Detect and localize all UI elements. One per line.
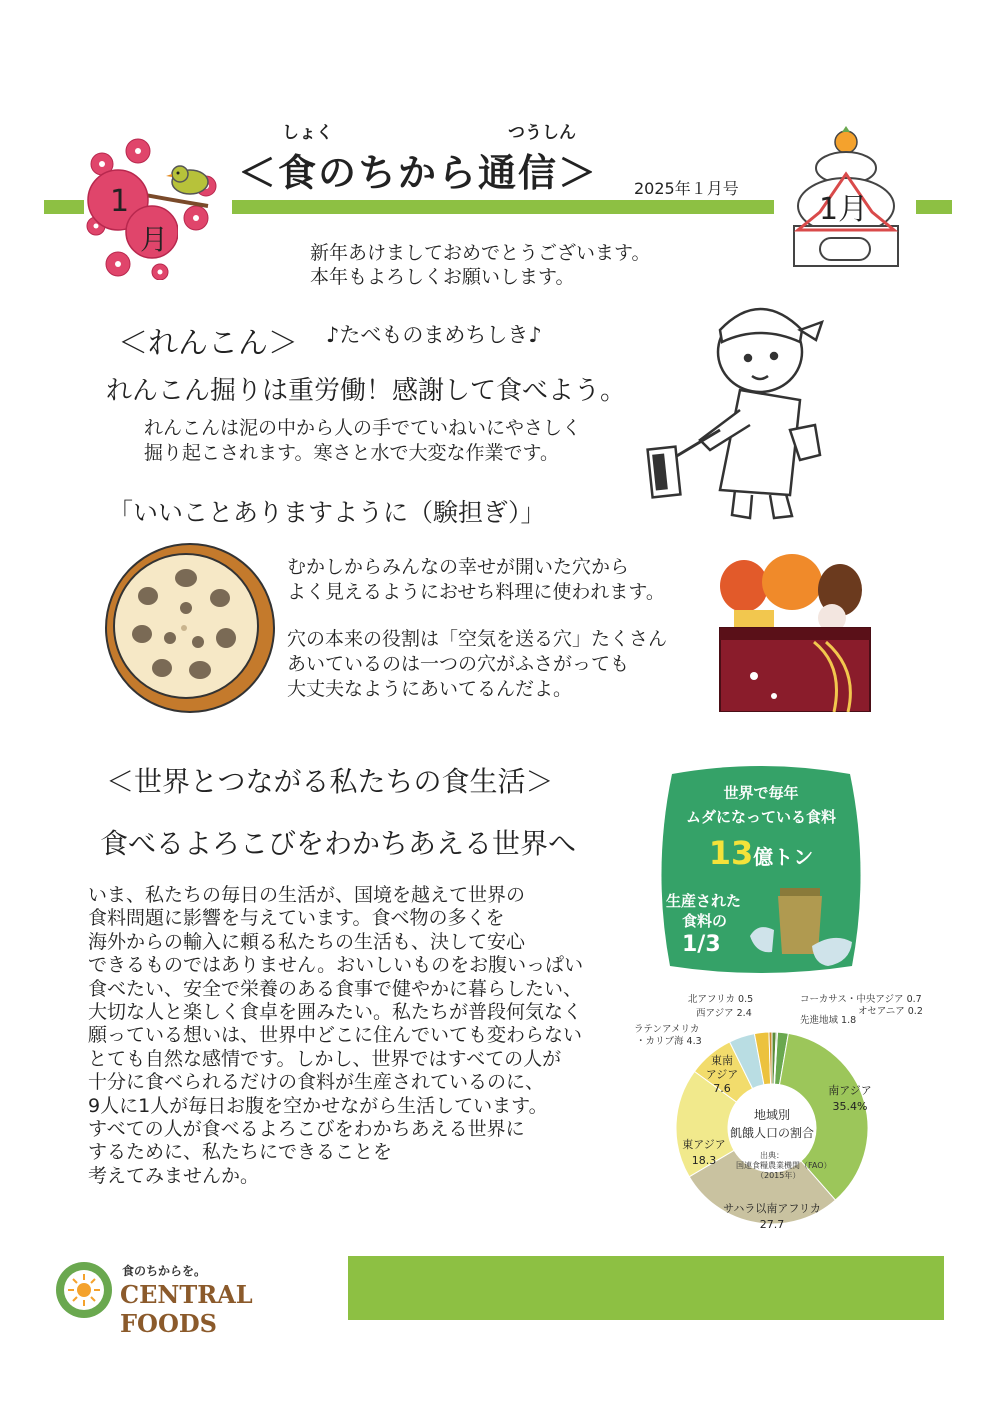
world-subheading: 食べるよろこびをわかちあえる世界へ [100, 827, 577, 860]
pie-label-tounan-1: 東南 [711, 1054, 733, 1067]
pie-label-minami-1: 南アジア [828, 1084, 872, 1097]
waste-amount-number: 13 [708, 834, 754, 872]
pie-label-minami-2: 35.4% [832, 1100, 868, 1113]
pie-label-sahara-1: サハラ以南アフリカ [723, 1202, 821, 1215]
renkon-text-line-1: れんこんは泥の中から人の手でていねいにやさしく [144, 417, 582, 439]
renkon-p2-line-3: 大丈夫なようにあいてるんだよ。 [287, 678, 573, 700]
footer-logo [54, 1256, 344, 1338]
header-bar-main [232, 200, 774, 214]
title-ruby-left: しょく [282, 123, 333, 143]
trash-bin-icon [748, 882, 858, 972]
world-line: 願っている想いは、世界中どこに住んでいても変わらない [88, 1024, 583, 1047]
world-body [88, 884, 583, 1188]
world-line: 大切な人と楽しく食卓を囲みたい。私たちが普段何気なく [88, 1001, 583, 1024]
renkon-p1-line-1: むかしからみんなの幸せが開いた穴から [287, 556, 630, 578]
pie-label-tounan-2: アジア [705, 1068, 739, 1081]
renkon-heading: ＜れんこん＞ [118, 326, 298, 361]
waste-line-1: 世界で毎年 [723, 784, 799, 802]
waste-line-2: ムダになっている食料 [685, 808, 836, 826]
renkon-p2-line-2: あいているのは一つの穴がふさがっても [287, 653, 630, 675]
sun-logo-icon [54, 1260, 114, 1320]
pie-source-1: 出典： [760, 1151, 784, 1160]
world-line: 9人に1人が毎日お腹を空かせながら生活しています。 [88, 1094, 548, 1117]
footer-brand: CENTRAL FOODS [120, 1280, 253, 1338]
pie-label-kita-africa: 北アフリカ 0.5 [688, 994, 754, 1005]
world-line: 海外からの輸入に頼る私たちの生活も、決して安心 [88, 930, 526, 953]
pie-label-senshin: 先進地域 1.8 [800, 1015, 857, 1026]
pie-label-oceania: オセアニア 0.2 [858, 1006, 923, 1017]
renkon-subheading: れんこん掘りは重労働！感謝して食べよう。 [106, 376, 627, 406]
lotus-root-illustration [100, 538, 280, 718]
pie-label-latin-1: ラテンアメリカ [634, 1024, 700, 1035]
title-ruby-right: つうしん [508, 123, 576, 143]
waste-line-3: 生産された [666, 892, 742, 910]
month-badge-right: 1月 [819, 192, 869, 227]
footer-bar [348, 1256, 944, 1320]
waste-line-4: 食料の [682, 912, 728, 930]
waste-amount [652, 834, 870, 872]
pie-center-title-2: 飢餓人口の割合 [729, 1126, 814, 1140]
greeting-line-1: 新年あけましておめでとうございます。 [310, 242, 651, 264]
world-line: 食べたい、安全で栄養のある食事で健やかに暮らしたい、 [88, 977, 583, 1000]
world-line: できるものではありません。おいしいものをお腹いっぱい [88, 954, 584, 977]
month-badge-left [86, 166, 178, 262]
osechi-box-illustration [714, 546, 874, 712]
world-line: すべての人が食べるよろこびをわかちあえる世界に [88, 1118, 525, 1141]
page-title: ＜食のちから通信＞ [238, 151, 599, 195]
world-line: いま、私たちの毎日の生活が、国境を越えて世界の [88, 884, 526, 906]
world-line: とても自然な感情です。しかし、世界ではすべての人が [88, 1047, 562, 1070]
world-line: 食料問題に影響を与えています。食べ物の多くを [88, 907, 505, 930]
pie-label-caucasus: コーカサス・中央アジア 0.7 [800, 994, 922, 1005]
month-badge-left-unit: 月 [140, 223, 169, 256]
pie-source-3: （2015年） [756, 1171, 801, 1180]
footer-tagline: 食のちからを。 [122, 1264, 207, 1278]
pie-label-nishi-asia: 西アジア 2.4 [696, 1008, 752, 1019]
pie-label-sahara-2: 27.7 [759, 1218, 785, 1231]
pie-label-higashi-1: 東アジア [682, 1138, 726, 1151]
month-badge-left-number: 1 [110, 184, 130, 219]
logo-ring-text [54, 1256, 114, 1257]
pie-center-title-1: 地域別 [753, 1108, 790, 1122]
renkon-p1-line-2: よく見えるようにおせち料理に使われます。 [287, 581, 665, 603]
header-bar-right [916, 200, 952, 214]
food-waste-box [652, 764, 870, 976]
pie-label-latin-2: ・カリブ海 4.3 [636, 1036, 702, 1047]
renkon-p2-line-1: 穴の本来の役割は「空気を送る穴」たくさん [287, 628, 668, 650]
world-line: 十分に食べられるだけの食料が生産されているのに、 [88, 1071, 545, 1094]
renkon-tagline: ♪たべものまめちしき♪ [326, 323, 542, 347]
greeting-line-2: 本年もよろしくお願いします。 [310, 266, 575, 288]
world-line: 考えてみませんか。 [88, 1164, 260, 1187]
world-heading: ＜世界とつながる私たちの食生活＞ [106, 765, 554, 798]
world-line: するために、私たちにできることを [88, 1141, 393, 1164]
pie-source-2: 国連食糧農業機関（FAO） [736, 1161, 832, 1170]
waste-amount-unit: 億トン [753, 845, 814, 869]
issue-date: 2025年１月号 [634, 179, 739, 198]
pie-label-tounan-3: 7.6 [713, 1082, 731, 1095]
renkon-text-line-2: 掘り起こされます。寒さと水で大変な作業です。 [144, 442, 559, 464]
pie-label-higashi-2: 18.3 [691, 1154, 717, 1167]
farmer-digging-illustration [640, 290, 850, 530]
waste-fraction: 1/3 [682, 932, 721, 957]
quote-heading: 「いいことありますように（験担ぎ）」 [108, 498, 546, 527]
